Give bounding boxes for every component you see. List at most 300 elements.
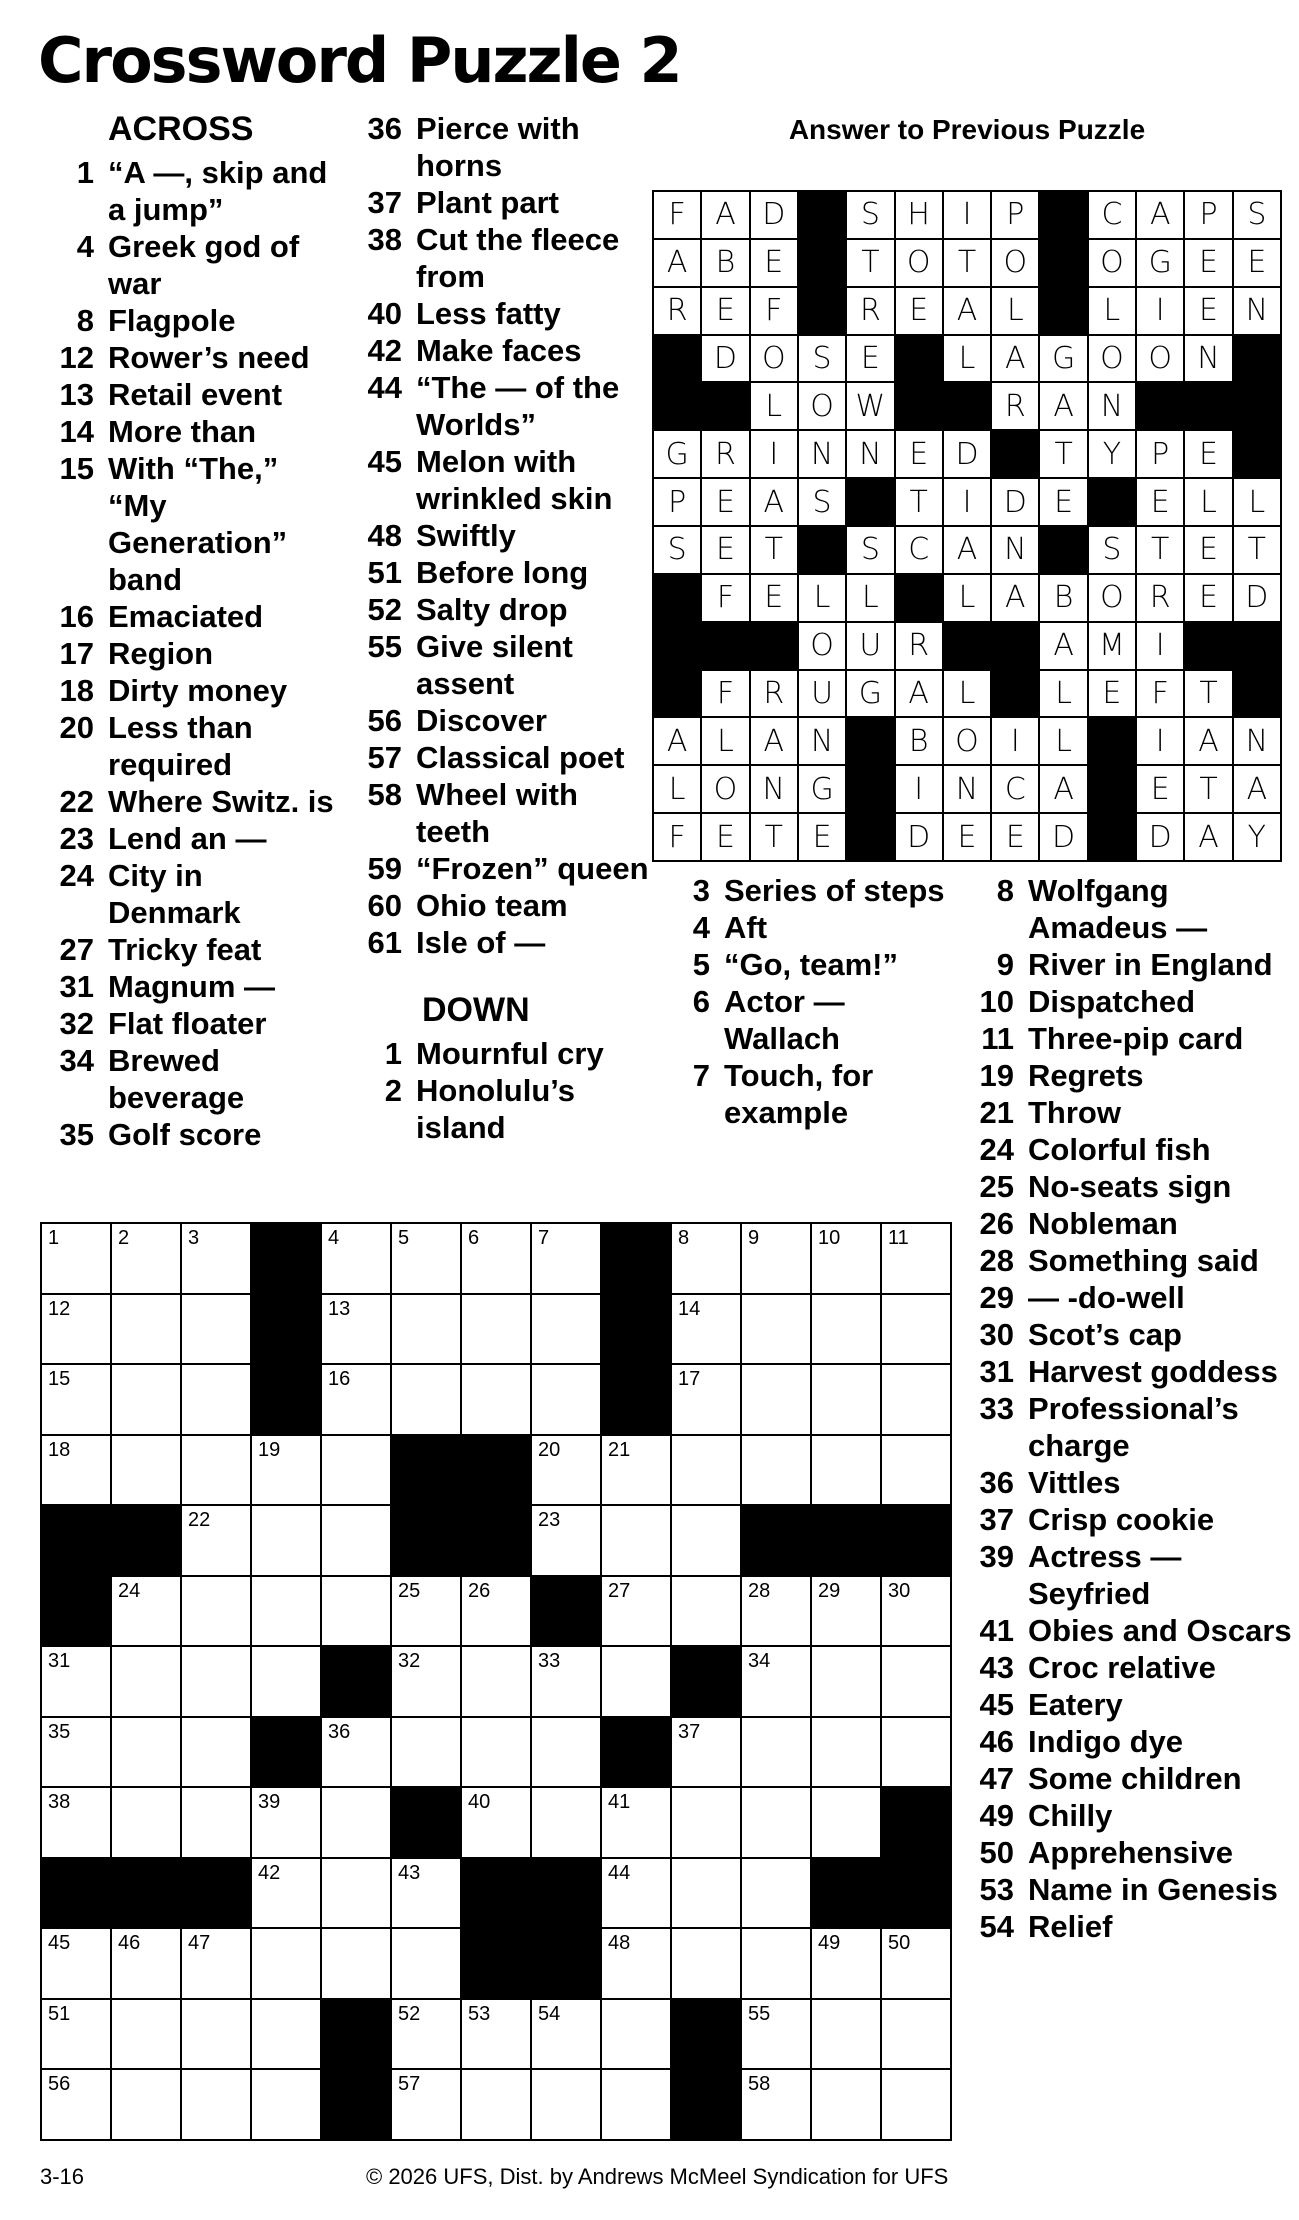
clue-across_col1-31: [40, 968, 340, 1005]
puzzle-cell[interactable]: [392, 2070, 460, 2139]
cell-number: 57: [398, 2073, 421, 2096]
puzzle-cell[interactable]: [882, 1577, 950, 1646]
puzzle-cell[interactable]: [462, 2000, 530, 2069]
clue-across_col1-35: [40, 1116, 340, 1153]
answer-letter-cell: T: [1185, 766, 1231, 812]
clue-number: 1: [76, 155, 94, 190]
puzzle-cell[interactable]: [672, 1365, 740, 1434]
clue-number: 49: [979, 1798, 1014, 1833]
puzzle-cell[interactable]: [182, 1365, 250, 1434]
clue-across_col1-12: [40, 339, 340, 376]
clue-number: 18: [59, 673, 94, 708]
puzzle-cell[interactable]: [882, 2070, 950, 2139]
answer-block-cell: [1040, 527, 1086, 573]
puzzle-cell[interactable]: [252, 2070, 320, 2139]
answer-letter-cell: E: [1185, 527, 1231, 573]
puzzle-cell[interactable]: [602, 1929, 670, 1998]
answer-letter-cell: L: [944, 336, 990, 382]
puzzle-cell[interactable]: [112, 2070, 180, 2139]
puzzle-cell[interactable]: [602, 1859, 670, 1928]
answer-letter-cell: N: [992, 527, 1038, 573]
puzzle-cell[interactable]: [672, 1929, 740, 1998]
puzzle-cell[interactable]: [322, 1718, 390, 1787]
answer-letter-cell: L: [751, 383, 797, 429]
cell-number: 49: [818, 1932, 841, 1955]
puzzle-cell[interactable]: [392, 1365, 460, 1434]
puzzle-cell[interactable]: [462, 1788, 530, 1857]
answer-block-cell: [1040, 192, 1086, 238]
puzzle-cell[interactable]: [882, 1647, 950, 1716]
answer-letter-cell: E: [1234, 240, 1280, 286]
puzzle-cell[interactable]: [182, 2070, 250, 2139]
clue-across_col1-20: [40, 709, 340, 783]
puzzle-cell[interactable]: [322, 1506, 390, 1575]
puzzle-cell[interactable]: [252, 1929, 320, 1998]
clue-down_col4-26: [960, 1205, 1295, 1242]
answer-letter-cell: L: [944, 575, 990, 621]
answer-letter-cell: S: [654, 527, 700, 573]
clue-number: 27: [59, 932, 94, 967]
puzzle-cell[interactable]: [602, 1436, 670, 1505]
puzzle-cell[interactable]: [112, 2000, 180, 2069]
answer-letter-cell: O: [896, 240, 942, 286]
puzzle-cell[interactable]: [672, 1224, 740, 1293]
puzzle-cell[interactable]: [112, 1365, 180, 1434]
puzzle-cell[interactable]: [672, 1577, 740, 1646]
answer-letter-cell: M: [1089, 623, 1135, 669]
cell-number: 9: [748, 1227, 760, 1249]
clue-across_col1-15: [40, 450, 340, 598]
clue-down_col2-2: [350, 1072, 650, 1146]
puzzle-cell[interactable]: [392, 1577, 460, 1646]
puzzle-cell[interactable]: [392, 1647, 460, 1716]
clue-text: Salty drop: [416, 592, 568, 627]
clue-text: Obies and Oscars: [1028, 1613, 1292, 1648]
puzzle-cell[interactable]: [392, 1295, 460, 1364]
puzzle-cell[interactable]: [532, 1647, 600, 1716]
puzzle-cell[interactable]: [532, 1224, 600, 1293]
clue-down_col4-21: [960, 1094, 1295, 1131]
puzzle-cell[interactable]: [602, 2000, 670, 2069]
clue-text: Make faces: [416, 333, 582, 368]
answer-block-cell: [847, 479, 893, 525]
cell-number: 24: [118, 1579, 141, 1602]
puzzle-cell[interactable]: [322, 1859, 390, 1928]
cell-number: 27: [608, 1579, 631, 1602]
answer-letter-cell: D: [702, 336, 748, 382]
clue-text: Less than required: [108, 710, 253, 782]
puzzle-cell[interactable]: [182, 1436, 250, 1505]
clue-number: 43: [979, 1650, 1014, 1685]
clue-number: 22: [59, 784, 94, 819]
cell-number: 6: [468, 1227, 480, 1249]
puzzle-cell[interactable]: [742, 1436, 810, 1505]
cell-number: 15: [48, 1368, 71, 1391]
puzzle-cell[interactable]: [882, 1295, 950, 1364]
puzzle-cell[interactable]: [742, 2070, 810, 2139]
answer-letter-cell: L: [847, 575, 893, 621]
puzzle-cell[interactable]: [252, 1788, 320, 1857]
cell-number: 10: [818, 1227, 841, 1249]
puzzle-cell[interactable]: [462, 1647, 530, 1716]
cell-number: 5: [398, 1227, 410, 1249]
puzzle-block-cell: [462, 1859, 530, 1928]
answer-letter-cell: A: [896, 671, 942, 717]
clue-text: Classical poet: [416, 740, 625, 775]
cell-number: 1: [48, 1227, 60, 1249]
puzzle-cell[interactable]: [462, 1718, 530, 1787]
puzzle-cell[interactable]: [462, 1295, 530, 1364]
page-code: 3-16: [40, 2164, 85, 2189]
puzzle-cell[interactable]: [812, 2000, 880, 2069]
cell-number: 34: [748, 1650, 771, 1673]
clue-text: “Go, team!”: [724, 947, 898, 982]
clue-text: Regrets: [1028, 1058, 1144, 1093]
puzzle-cell[interactable]: [742, 1718, 810, 1787]
puzzle-block-cell: [882, 1788, 950, 1857]
puzzle-cell[interactable]: [322, 1365, 390, 1434]
puzzle-cell[interactable]: [462, 1577, 530, 1646]
answer-letter-cell: E: [1185, 431, 1231, 477]
puzzle-cell[interactable]: [532, 1436, 600, 1505]
puzzle-cell[interactable]: [42, 1788, 110, 1857]
puzzle-cell[interactable]: [42, 1365, 110, 1434]
clue-text: Greek god of war: [108, 229, 300, 301]
puzzle-cell[interactable]: [462, 1365, 530, 1434]
puzzle-cell[interactable]: [252, 1647, 320, 1716]
puzzle-cell[interactable]: [462, 1224, 530, 1293]
puzzle-cell[interactable]: [812, 2070, 880, 2139]
puzzle-cell[interactable]: [602, 1577, 670, 1646]
puzzle-cell[interactable]: [42, 1929, 110, 1998]
puzzle-cell[interactable]: [112, 1718, 180, 1787]
answer-block-cell: [1185, 623, 1231, 669]
puzzle-cell[interactable]: [532, 1788, 600, 1857]
clue-down_col4-50: [960, 1834, 1295, 1871]
puzzle-cell[interactable]: [112, 1224, 180, 1293]
clue-number: 28: [979, 1243, 1014, 1278]
cell-number: 8: [678, 1227, 690, 1249]
clue-across_col2-44: [350, 369, 650, 443]
clue-text: Cut the fleece from: [416, 222, 620, 294]
puzzle-cell[interactable]: [322, 1929, 390, 1998]
clue-across_col1-13: [40, 376, 340, 413]
answer-letter-cell: A: [992, 336, 1038, 382]
answer-letter-cell: F: [751, 288, 797, 334]
puzzle-cell[interactable]: [672, 1436, 740, 1505]
clue-down_col3-5: [662, 946, 962, 983]
puzzle-cell[interactable]: [182, 1295, 250, 1364]
clue-number: 36: [367, 111, 402, 146]
puzzle-cell[interactable]: [882, 1365, 950, 1434]
puzzle-cell[interactable]: [532, 1295, 600, 1364]
answer-letter-cell: N: [1234, 288, 1280, 334]
clue-across_col1-4: [40, 228, 340, 302]
cell-number: 52: [398, 2002, 421, 2025]
answer-letter-cell: A: [1185, 814, 1231, 860]
puzzle-cell[interactable]: [532, 2070, 600, 2139]
answer-block-cell: [1089, 766, 1135, 812]
puzzle-grid[interactable]: [40, 1222, 952, 2141]
puzzle-cell[interactable]: [602, 1788, 670, 1857]
clue-down_col4-53: [960, 1871, 1295, 1908]
cell-number: 42: [258, 1861, 281, 1884]
puzzle-cell[interactable]: [322, 1788, 390, 1857]
clue-number: 34: [59, 1043, 94, 1078]
puzzle-cell[interactable]: [182, 1506, 250, 1575]
cell-number: 7: [538, 1227, 550, 1249]
cell-number: 20: [538, 1438, 561, 1461]
clue-number: 58: [367, 777, 402, 812]
puzzle-block-cell: [532, 1577, 600, 1646]
puzzle-cell[interactable]: [742, 1788, 810, 1857]
answer-letter-cell: G: [1137, 240, 1183, 286]
cell-number: 32: [398, 1650, 421, 1673]
puzzle-cell[interactable]: [322, 1436, 390, 1505]
puzzle-cell[interactable]: [882, 1436, 950, 1505]
puzzle-cell[interactable]: [392, 1929, 460, 1998]
clue-across_col2-55: [350, 628, 650, 702]
answer-letter-cell: L: [702, 718, 748, 764]
puzzle-cell[interactable]: [182, 1788, 250, 1857]
answer-block-cell: [799, 240, 845, 286]
cell-number: 56: [48, 2073, 71, 2096]
puzzle-block-cell: [602, 1224, 670, 1293]
puzzle-cell[interactable]: [882, 1718, 950, 1787]
clue-text: Ohio team: [416, 888, 568, 923]
clue-number: 11: [981, 1021, 1014, 1056]
puzzle-cell[interactable]: [252, 1506, 320, 1575]
clue-down_col4-47: [960, 1760, 1295, 1797]
puzzle-cell[interactable]: [322, 1295, 390, 1364]
puzzle-cell[interactable]: [882, 1929, 950, 1998]
puzzle-cell[interactable]: [392, 1224, 460, 1293]
answer-letter-cell: B: [702, 240, 748, 286]
clue-across_col2-38: [350, 221, 650, 295]
answer-block-cell: [654, 383, 700, 429]
clue-text: Relief: [1028, 1909, 1113, 1944]
clue-text: Actress — Seyfried: [1028, 1539, 1182, 1611]
answer-letter-cell: L: [944, 671, 990, 717]
answer-letter-cell: E: [896, 431, 942, 477]
answer-block-cell: [1089, 718, 1135, 764]
answer-block-cell: [1234, 431, 1280, 477]
puzzle-block-cell: [182, 1859, 250, 1928]
puzzle-block-cell: [602, 1718, 670, 1787]
answer-letter-cell: E: [1137, 479, 1183, 525]
cell-number: 21: [608, 1438, 631, 1461]
puzzle-cell[interactable]: [812, 1295, 880, 1364]
puzzle-cell[interactable]: [742, 2000, 810, 2069]
answer-letter-cell: R: [896, 623, 942, 669]
puzzle-cell[interactable]: [812, 1929, 880, 1998]
answer-letter-cell: R: [654, 288, 700, 334]
clue-number: 5: [692, 947, 710, 982]
clue-number: 32: [59, 1006, 94, 1041]
clue-text: Aft: [724, 910, 768, 945]
puzzle-cell[interactable]: [322, 1577, 390, 1646]
puzzle-cell[interactable]: [42, 1295, 110, 1364]
clue-down_col3-4: [662, 909, 962, 946]
puzzle-cell[interactable]: [742, 1859, 810, 1928]
answer-letter-cell: C: [1089, 192, 1135, 238]
puzzle-cell[interactable]: [602, 1647, 670, 1716]
clue-down_col4-11: [960, 1020, 1295, 1057]
across-clue-list: [40, 154, 340, 1153]
puzzle-cell[interactable]: [532, 1718, 600, 1787]
clue-down_col4-29: [960, 1279, 1295, 1316]
cell-number: 50: [888, 1932, 911, 1955]
answer-letter-cell: I: [944, 479, 990, 525]
puzzle-cell[interactable]: [742, 1365, 810, 1434]
puzzle-cell[interactable]: [812, 1647, 880, 1716]
puzzle-cell[interactable]: [252, 1859, 320, 1928]
clue-across_col1-8: [40, 302, 340, 339]
puzzle-cell[interactable]: [112, 1577, 180, 1646]
puzzle-block-cell: [742, 1506, 810, 1575]
clue-number: 53: [979, 1872, 1014, 1907]
clue-across_col1-14: [40, 413, 340, 450]
clue-number: 3: [692, 873, 710, 908]
clue-down_col4-33: [960, 1390, 1295, 1464]
answer-letter-cell: T: [896, 479, 942, 525]
puzzle-block-cell: [672, 2000, 740, 2069]
puzzle-cell[interactable]: [392, 2000, 460, 2069]
puzzle-cell[interactable]: [252, 2000, 320, 2069]
clue-text: Give silent assent: [416, 629, 573, 701]
puzzle-cell[interactable]: [672, 1788, 740, 1857]
puzzle-block-cell: [392, 1436, 460, 1505]
answer-block-cell: [751, 623, 797, 669]
puzzle-cell[interactable]: [742, 1295, 810, 1364]
puzzle-cell[interactable]: [812, 1788, 880, 1857]
answer-block-cell: [944, 623, 990, 669]
puzzle-cell[interactable]: [112, 1295, 180, 1364]
puzzle-cell[interactable]: [42, 1647, 110, 1716]
clue-text: With “The,” “My Generation” band: [108, 451, 288, 597]
clue-number: 30: [979, 1317, 1014, 1352]
puzzle-cell[interactable]: [672, 1295, 740, 1364]
clue-text: Flagpole: [108, 303, 236, 338]
puzzle-cell[interactable]: [42, 1224, 110, 1293]
puzzle-cell[interactable]: [392, 1859, 460, 1928]
puzzle-cell[interactable]: [182, 1929, 250, 1998]
clue-number: 19: [979, 1058, 1014, 1093]
answer-letter-cell: F: [654, 192, 700, 238]
puzzle-cell[interactable]: [112, 1647, 180, 1716]
clue-text: Series of steps: [724, 873, 945, 908]
puzzle-cell[interactable]: [602, 2070, 670, 2139]
answer-letter-cell: A: [992, 575, 1038, 621]
puzzle-cell[interactable]: [672, 1859, 740, 1928]
clue-across_col1-32: [40, 1005, 340, 1042]
puzzle-cell[interactable]: [672, 1506, 740, 1575]
answer-block-cell: [702, 383, 748, 429]
puzzle-cell[interactable]: [532, 1506, 600, 1575]
puzzle-block-cell: [462, 1929, 530, 1998]
clue-text: Flat floater: [108, 1006, 267, 1041]
puzzle-cell[interactable]: [42, 2070, 110, 2139]
puzzle-cell[interactable]: [812, 1365, 880, 1434]
clue-text: River in England: [1028, 947, 1273, 982]
clue-number: 12: [59, 340, 94, 375]
puzzle-cell[interactable]: [882, 2000, 950, 2069]
puzzle-cell[interactable]: [812, 1718, 880, 1787]
puzzle-cell[interactable]: [42, 1718, 110, 1787]
puzzle-cell[interactable]: [182, 2000, 250, 2069]
puzzle-cell[interactable]: [112, 1929, 180, 1998]
puzzle-cell[interactable]: [672, 1718, 740, 1787]
puzzle-cell[interactable]: [812, 1224, 880, 1293]
puzzle-cell[interactable]: [252, 1436, 320, 1505]
puzzle-cell[interactable]: [252, 1577, 320, 1646]
puzzle-cell[interactable]: [742, 1929, 810, 1998]
cell-number: 55: [748, 2002, 771, 2025]
puzzle-cell[interactable]: [182, 1577, 250, 1646]
answer-letter-cell: T: [751, 527, 797, 573]
puzzle-cell[interactable]: [322, 1224, 390, 1293]
answer-block-cell: [702, 623, 748, 669]
answer-letter-cell: R: [992, 383, 1038, 429]
puzzle-cell[interactable]: [112, 1788, 180, 1857]
clue-text: Where Switz. is: [108, 784, 334, 819]
answer-block-cell: [847, 718, 893, 764]
clue-number: 45: [979, 1687, 1014, 1722]
answer-letter-cell: F: [702, 671, 748, 717]
puzzle-cell[interactable]: [182, 1647, 250, 1716]
puzzle-cell[interactable]: [42, 2000, 110, 2069]
puzzle-cell[interactable]: [112, 1436, 180, 1505]
clue-text: Dispatched: [1028, 984, 1196, 1019]
puzzle-block-cell: [532, 1929, 600, 1998]
puzzle-cell[interactable]: [812, 1436, 880, 1505]
down-clue-list: [350, 1035, 650, 1146]
clue-number: 41: [979, 1613, 1014, 1648]
puzzle-cell[interactable]: [462, 2070, 530, 2139]
answer-letter-cell: N: [799, 431, 845, 477]
answer-letter-cell: A: [944, 288, 990, 334]
clue-number: 60: [367, 888, 402, 923]
clue-text: Dirty money: [108, 673, 288, 708]
puzzle-cell[interactable]: [742, 1577, 810, 1646]
answer-letter-cell: S: [799, 479, 845, 525]
puzzle-cell[interactable]: [532, 2000, 600, 2069]
copyright: © 2026 UFS, Dist. by Andrews McMeel Syndication for UFS: [366, 2164, 949, 2189]
puzzle-cell[interactable]: [812, 1577, 880, 1646]
puzzle-cell[interactable]: [42, 1436, 110, 1505]
clue-text: Colorful fish: [1028, 1132, 1211, 1167]
answer-block-cell: [1137, 383, 1183, 429]
clue-across_col1-16: [40, 598, 340, 635]
puzzle-cell[interactable]: [882, 1224, 950, 1293]
puzzle-block-cell: [252, 1718, 320, 1787]
puzzle-cell[interactable]: [742, 1647, 810, 1716]
cell-number: 53: [468, 2002, 491, 2025]
puzzle-cell[interactable]: [182, 1718, 250, 1787]
cell-number: 33: [538, 1650, 561, 1673]
clue-text: — -do-well: [1028, 1280, 1185, 1315]
clue-text: Brewed beverage: [108, 1043, 245, 1115]
answer-letter-cell: O: [992, 240, 1038, 286]
answer-letter-cell: H: [896, 192, 942, 238]
puzzle-cell[interactable]: [602, 1506, 670, 1575]
answer-letter-cell: Y: [1234, 814, 1280, 860]
puzzle-cell[interactable]: [392, 1718, 460, 1787]
clue-text: Nobleman: [1028, 1206, 1178, 1241]
puzzle-cell[interactable]: [742, 1224, 810, 1293]
puzzle-cell[interactable]: [182, 1224, 250, 1293]
puzzle-cell[interactable]: [532, 1365, 600, 1434]
